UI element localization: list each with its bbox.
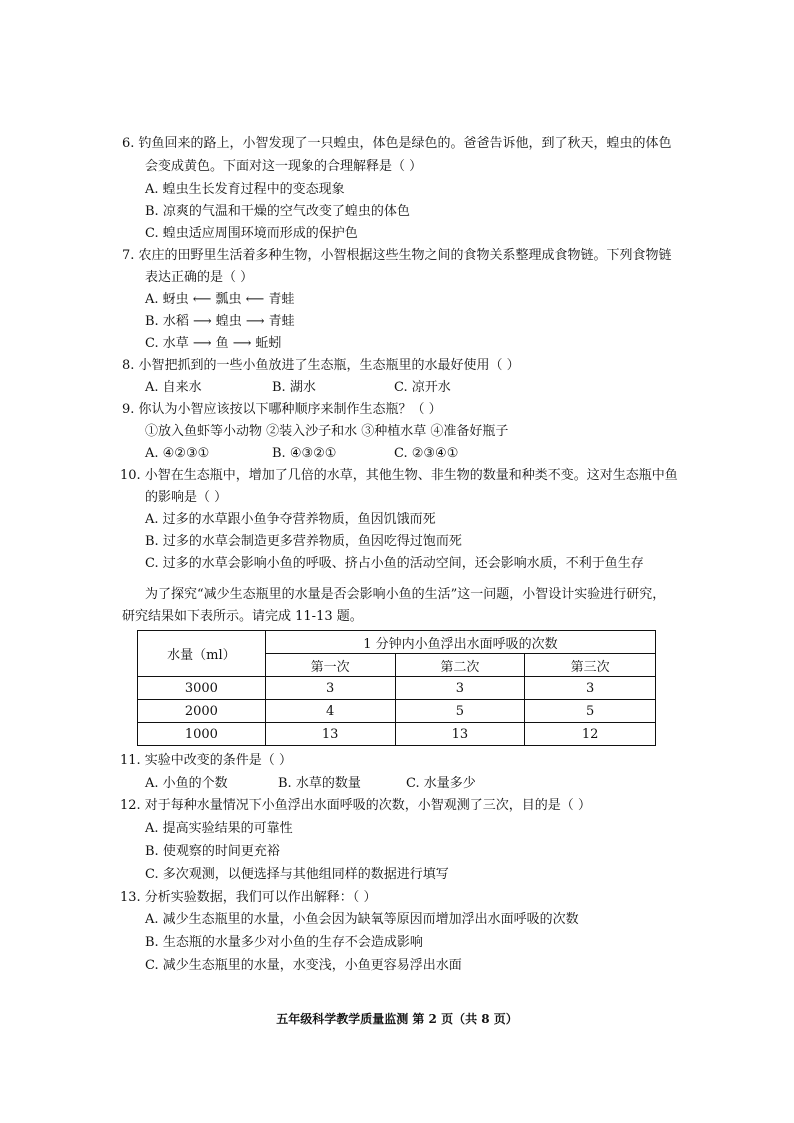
table-cell-value: 5 xyxy=(395,700,525,723)
q12-option-c: C. 多次观测，以便选择与其他组同样的数据进行填写 xyxy=(145,867,449,882)
table-header-breath-count: 1 分钟内小鱼浮出水面呼吸的次数 xyxy=(265,631,655,654)
table-header-water-amount: 水量（ml） xyxy=(138,631,266,677)
q8-option-a: A. 自来水 xyxy=(145,380,202,395)
q8-stem: 8. 小智把抓到的一些小鱼放进了生态瓶，生态瓶里的水最好使用（ ） xyxy=(122,358,520,373)
results-table xyxy=(137,630,656,746)
q9-stem: 9. 你认为小智应该按以下哪种顺序来制作生态瓶？（ ） xyxy=(122,402,442,417)
table-row xyxy=(138,677,656,700)
q9-option-c: C. ②③④① xyxy=(394,446,459,461)
q13-option-b: B. 生态瓶的水量多少对小鱼的生存不会造成影响 xyxy=(145,935,423,950)
table-cell-value: 12 xyxy=(525,723,656,746)
q12-option-b: B. 使观察的时间更充裕 xyxy=(145,844,280,859)
q7-option-a: A. 蚜虫 ⟵ 瓢虫 ⟵ 青蛙 xyxy=(145,292,295,307)
table-cell-value: 13 xyxy=(265,723,395,746)
q6-option-c: C. 蝗虫适应周围环境而形成的保护色 xyxy=(145,226,358,241)
q9-option-a: A. ④②③① xyxy=(145,446,210,461)
q10-stem-line1: 10. 小智在生态瓶中，增加了几倍的水草，其他生物、非生物的数量和种类不变。这对生态瓶中鱼 xyxy=(120,468,678,483)
experiment-intro-line1: 为了探究“减少生态瓶里的水量是否会影响小鱼的生活”这一问题，小智设计实验进行研究， xyxy=(145,587,666,602)
q10-option-c: C. 过多的水草会影响小鱼的呼吸、挤占小鱼的活动空间，还会影响水质，不利于鱼生存 xyxy=(145,556,644,571)
q13-option-c: C. 减少生态瓶里的水量，水变浅，小鱼更容易浮出水面 xyxy=(145,958,462,973)
page-footer: 五年级科学教学质量监测 第 2 页（共 8 页） xyxy=(276,1012,518,1026)
q8-option-c: C. 凉开水 xyxy=(394,380,451,395)
table-cell-value: 13 xyxy=(395,723,525,746)
q6-stem-line1: 6. 钓鱼回来的路上，小智发现了一只蝗虫，体色是绿色的。爸爸告诉他，到了秋天，蝗虫的体色 xyxy=(122,136,672,151)
table-row xyxy=(138,723,656,746)
q10-option-b: B. 过多的水草会制造更多营养物质，鱼因吃得过饱而死 xyxy=(145,534,462,549)
table-cell-amount: 2000 xyxy=(138,700,266,723)
q6-stem-line2: 会变成黄色。下面对这一现象的合理解释是（ ） xyxy=(145,159,423,174)
table-cell-value: 4 xyxy=(265,700,395,723)
q7-stem-line1: 7. 农庄的田野里生活着多种生物，小智根据这些生物之间的食物关系整理成食物链。下列食物链 xyxy=(122,248,672,263)
table-subheader-first: 第一次 xyxy=(265,654,395,677)
table-cell-amount: 1000 xyxy=(138,723,266,746)
q7-option-b: B. 水稻 ⟶ 蝗虫 ⟶ 青蛙 xyxy=(145,314,295,329)
q10-option-a: A. 过多的水草跟小鱼争夺营养物质，鱼因饥饿而死 xyxy=(145,512,436,527)
q11-option-a: A. 小鱼的个数 xyxy=(145,776,228,791)
table-subheader-third: 第三次 xyxy=(525,654,656,677)
table-subheader-second: 第二次 xyxy=(395,654,525,677)
q13-stem: 13. 分析实验数据，我们可以作出解释：（ ） xyxy=(120,890,377,905)
table-cell-value: 3 xyxy=(525,677,656,700)
q10-stem-line2: 的影响是（ ） xyxy=(145,490,228,505)
q9-option-b: B. ④③②① xyxy=(272,446,337,461)
q12-stem: 12. 对于每种水量情况下小鱼浮出水面呼吸的次数，小智观测了三次，目的是（ ） xyxy=(120,798,591,813)
table-row xyxy=(138,700,656,723)
table-cell-amount: 3000 xyxy=(138,677,266,700)
q11-option-b: B. 水草的数量 xyxy=(278,776,361,791)
q7-stem-line2: 表达正确的是（ ） xyxy=(145,270,254,285)
q6-option-b: B. 凉爽的气温和干燥的空气改变了蝗虫的体色 xyxy=(145,204,410,219)
q11-option-c: C. 水量多少 xyxy=(406,776,476,791)
table-cell-value: 5 xyxy=(525,700,656,723)
q8-option-b: B. 湖水 xyxy=(272,380,316,395)
q11-stem: 11. 实验中改变的条件是（ ） xyxy=(120,753,292,768)
table-cell-value: 3 xyxy=(265,677,395,700)
q9-steps: ①放入鱼虾等小动物 ②装入沙子和水 ③种植水草 ④准备好瓶子 xyxy=(145,424,509,439)
q12-option-a: A. 提高实验结果的可靠性 xyxy=(145,821,293,836)
experiment-intro-line2: 研究结果如下表所示。请完成 11-13 题。 xyxy=(122,609,363,624)
q13-option-a: A. 减少生态瓶里的水量，小鱼会因为缺氧等原因而增加浮出水面呼吸的次数 xyxy=(145,912,579,927)
q7-option-c: C. 水草 ⟶ 鱼 ⟶ 蚯蚓 xyxy=(145,336,282,351)
table-cell-value: 3 xyxy=(395,677,525,700)
q6-option-a: A. 蝗虫生长发育过程中的变态现象 xyxy=(145,182,345,197)
